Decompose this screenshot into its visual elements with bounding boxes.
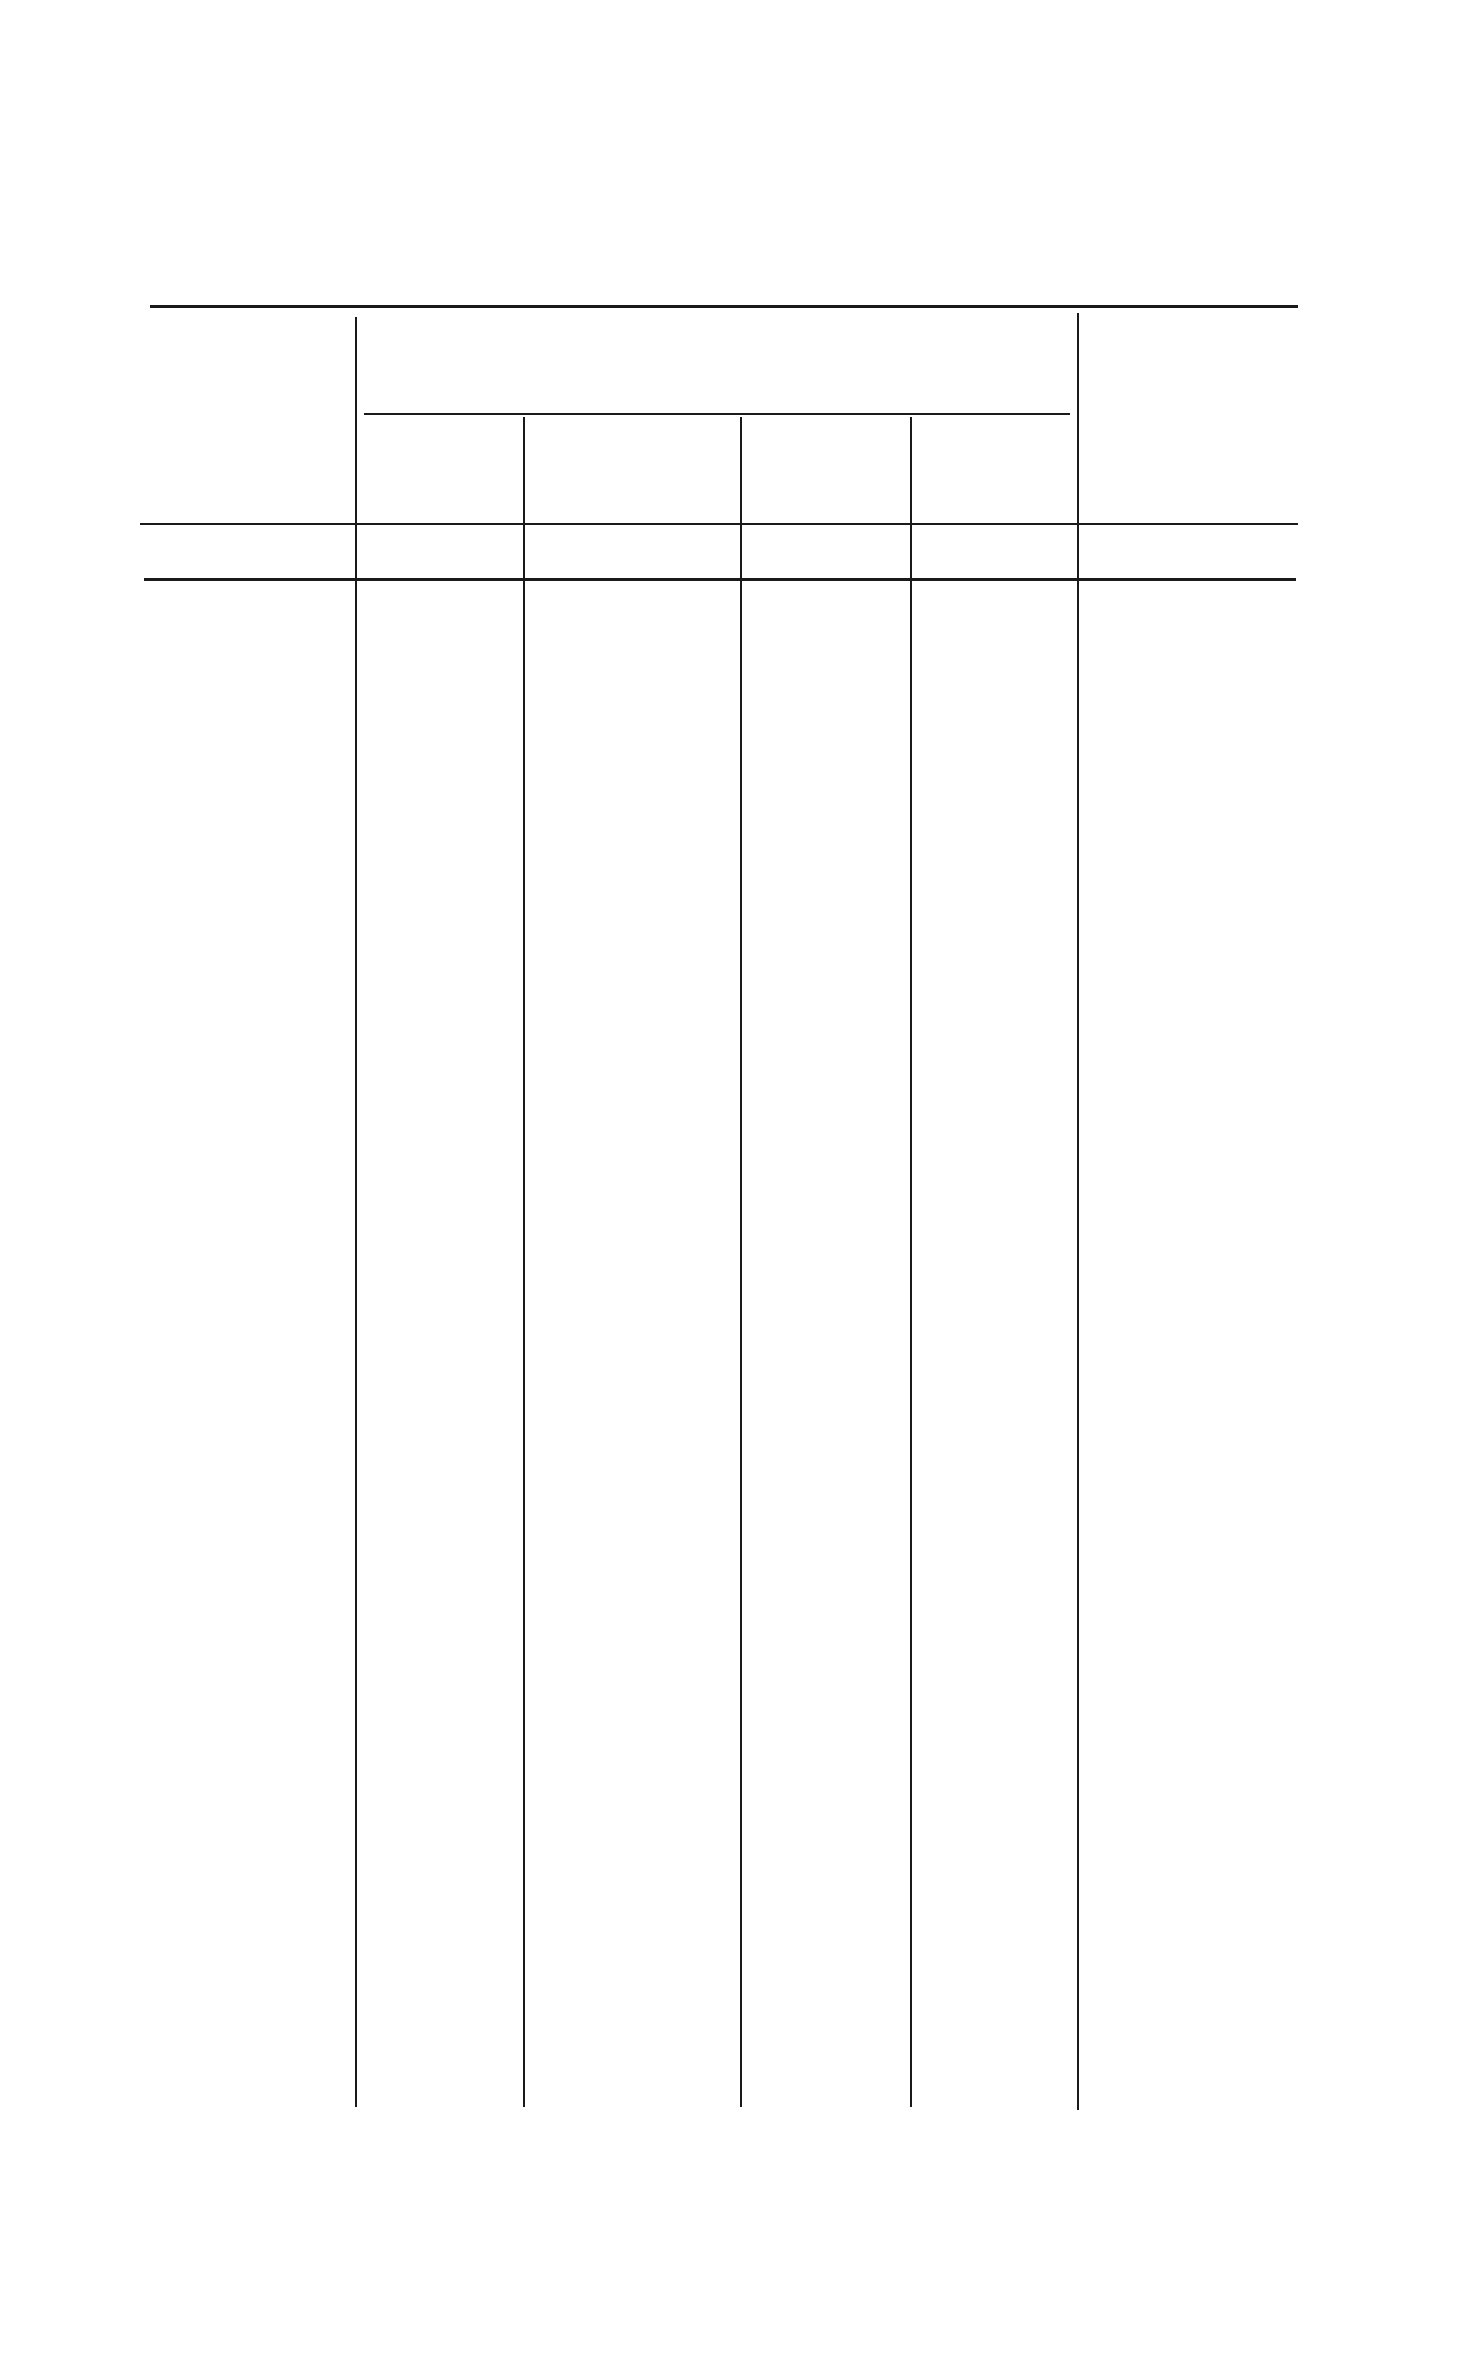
header-bottom-rule <box>140 523 1298 525</box>
column-divider-1 <box>355 317 357 2107</box>
column-divider-4 <box>910 417 912 2107</box>
column-divider-3 <box>740 417 742 2107</box>
table-top-rule <box>150 305 1298 308</box>
cost-distribution-table <box>140 305 1298 2110</box>
column-numbers-rule <box>144 578 1296 581</box>
group-header-underline <box>364 413 1070 415</box>
column-divider-5 <box>1077 313 1079 2110</box>
column-divider-2 <box>523 417 525 2107</box>
